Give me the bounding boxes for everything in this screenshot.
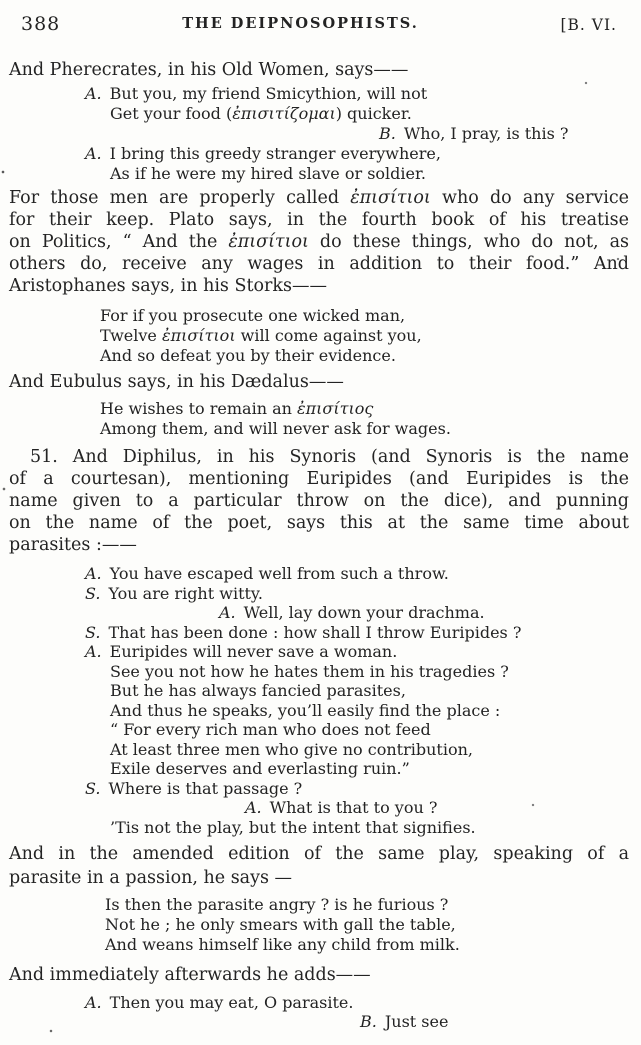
text-segment: Exile deserves and everlasting ruin.” bbox=[110, 759, 410, 778]
prose-block bbox=[9, 446, 629, 556]
text-segment: And Pherecrates, in his Old Women, says—— bbox=[9, 60, 409, 80]
text-body bbox=[9, 59, 629, 1031]
verse-block bbox=[9, 564, 629, 837]
speech-line bbox=[360, 1012, 629, 1031]
text-line bbox=[9, 187, 629, 209]
greek-term: ἐπισίτιοι bbox=[161, 326, 236, 345]
text-segment: That has been done : how shall I throw Euripides ? bbox=[108, 622, 522, 642]
text-segment: For those men are properly called bbox=[9, 188, 351, 208]
text-segment: Then you may eat, O parasite. bbox=[109, 993, 354, 1012]
speech-line bbox=[85, 564, 629, 584]
text-segment: Among them, and will never ask for wages. bbox=[100, 419, 451, 438]
prose-block bbox=[9, 371, 629, 393]
text-segment: And weans himself like any child from milk. bbox=[105, 935, 460, 954]
text-line bbox=[110, 818, 629, 838]
text-line bbox=[9, 843, 629, 867]
text-segment: Is then the parasite angry ? is he furious ? bbox=[105, 895, 449, 914]
text-segment: 51. And Diphilus, in his Synoris (and Synoris is the name bbox=[30, 447, 629, 467]
text-line bbox=[110, 662, 629, 682]
text-segment: for their keep. Plato says, in the fourth book of his treatise bbox=[9, 210, 629, 230]
text-segment: “ For every rich man who does not feed bbox=[110, 720, 431, 739]
text-segment: of a courtesan), mentioning Euripides (and Euripides is the bbox=[9, 469, 629, 489]
text-segment: I bring this greedy stranger everywhere, bbox=[109, 144, 441, 163]
text-segment: Just see bbox=[384, 1012, 449, 1031]
running-title: THE DEIPNOSOPHISTS. bbox=[182, 15, 419, 32]
text-line bbox=[9, 209, 629, 231]
text-line bbox=[110, 740, 629, 760]
text-segment: name given to a particular throw on the dice), and punning bbox=[9, 491, 629, 511]
text-segment: And immediately afterwards he adds—— bbox=[9, 965, 371, 985]
text-segment: do these things, who do not, as bbox=[308, 232, 629, 252]
page-number: 388 bbox=[21, 13, 61, 35]
text-line bbox=[105, 935, 629, 955]
text-segment: on Politics, “ And the bbox=[9, 232, 229, 252]
verse-block bbox=[9, 399, 629, 439]
text-segment: For if you prosecute one wicked man, bbox=[100, 306, 406, 325]
speaker-label: S. bbox=[85, 622, 101, 642]
text-segment: parasite in a passion, he says — bbox=[9, 867, 293, 888]
text-line bbox=[110, 759, 629, 779]
text-segment: See you not how he hates them in his tragedies ? bbox=[110, 661, 509, 681]
text-line bbox=[110, 701, 629, 721]
verse-block bbox=[9, 895, 629, 955]
text-segment: You have escaped well from such a throw. bbox=[109, 564, 449, 583]
text-segment: ’Tis not the play, but the intent that signifies. bbox=[110, 817, 476, 837]
text-line bbox=[100, 419, 629, 439]
text-segment: As if he were my hired slave or soldier. bbox=[110, 164, 426, 183]
speech-line bbox=[85, 623, 629, 643]
text-segment: But you, my friend Smicythion, will not bbox=[109, 84, 428, 103]
speech-line bbox=[85, 779, 629, 799]
text-line bbox=[105, 895, 629, 915]
text-segment: And thus he speaks, you’ll easily find the place : bbox=[110, 700, 501, 720]
speech-line bbox=[219, 603, 629, 623]
text-line bbox=[9, 468, 629, 490]
speaker-label: A. bbox=[85, 84, 102, 103]
text-segment: And in the amended edition of the same play, speaking of a bbox=[9, 844, 629, 864]
book-reference: [B. VI. bbox=[560, 16, 617, 34]
text-line bbox=[100, 326, 629, 346]
text-segment: At least three men who give no contribution, bbox=[110, 739, 473, 759]
text-segment: Well, lay down your drachma. bbox=[243, 603, 485, 622]
speaker-label: A. bbox=[85, 144, 102, 163]
text-segment: ) quicker. bbox=[335, 104, 412, 123]
text-segment: Get your food ( bbox=[110, 104, 233, 123]
verse-block bbox=[9, 84, 629, 184]
greek-term: ἐπισίτιοι bbox=[350, 188, 431, 208]
prose-block bbox=[9, 843, 629, 890]
text-segment: Who, I pray, is this ? bbox=[403, 124, 569, 143]
speech-line bbox=[245, 798, 629, 818]
greek-term: ἐπισιτίζομαι bbox=[232, 104, 336, 123]
speech-line bbox=[85, 84, 629, 104]
text-line bbox=[9, 964, 629, 986]
speaker-label: A. bbox=[219, 603, 236, 622]
speaker-label: A. bbox=[85, 564, 102, 583]
text-line bbox=[110, 164, 629, 184]
speaker-label: S. bbox=[85, 583, 101, 603]
text-line bbox=[9, 59, 629, 81]
text-segment: And so defeat you by their evidence. bbox=[100, 346, 396, 365]
text-line bbox=[9, 253, 629, 275]
speaker-label: A. bbox=[245, 798, 262, 817]
text-line bbox=[9, 275, 629, 297]
prose-block bbox=[9, 187, 629, 297]
text-line bbox=[110, 681, 629, 701]
text-line bbox=[100, 306, 629, 326]
text-line bbox=[9, 231, 629, 253]
text-line bbox=[110, 720, 629, 740]
text-line bbox=[9, 371, 629, 393]
text-segment: others do, receive any wages in addition to their food.” And bbox=[9, 254, 629, 274]
text-segment: on the name of the poet, says this at the same time about bbox=[9, 513, 629, 533]
text-segment: Euripides will never save a woman. bbox=[109, 642, 398, 661]
text-segment: He wishes to remain an bbox=[100, 399, 298, 418]
text-line bbox=[9, 534, 629, 556]
speech-line bbox=[85, 144, 629, 164]
greek-term: ἐπισίτιοι bbox=[228, 232, 309, 252]
text-segment: But he has always fancied parasites, bbox=[110, 681, 406, 700]
verse-block bbox=[9, 993, 629, 1031]
page-header bbox=[0, 0, 641, 37]
verse-block bbox=[9, 306, 629, 366]
text-segment: Aristophanes says, in his Storks—— bbox=[9, 276, 327, 296]
speaker-label: A. bbox=[85, 993, 102, 1012]
text-segment: What is that to you ? bbox=[269, 798, 438, 817]
text-line bbox=[100, 346, 629, 366]
speaker-label: S. bbox=[85, 778, 101, 798]
text-line bbox=[100, 399, 629, 419]
text-segment: Not he ; he only smears with gall the table, bbox=[105, 915, 456, 934]
text-line bbox=[9, 867, 629, 891]
text-line bbox=[9, 446, 629, 468]
text-segment: Twelve bbox=[100, 326, 162, 345]
prose-block bbox=[9, 59, 629, 81]
speaker-label: B. bbox=[360, 1012, 377, 1031]
speech-line bbox=[85, 993, 629, 1012]
text-line bbox=[105, 915, 629, 935]
text-segment: And Eubulus says, in his Dædalus—— bbox=[9, 372, 344, 392]
speech-line bbox=[85, 584, 629, 604]
prose-block bbox=[9, 964, 629, 986]
speaker-label: B. bbox=[379, 124, 396, 143]
text-segment: will come against you, bbox=[235, 326, 422, 345]
greek-term: ἐπισίτιος bbox=[297, 399, 374, 418]
text-segment: parasites :—— bbox=[9, 535, 137, 555]
speaker-label: A. bbox=[85, 642, 102, 661]
speech-line bbox=[85, 642, 629, 662]
text-segment: who do any service bbox=[430, 188, 629, 208]
text-segment: Where is that passage ? bbox=[108, 778, 303, 798]
text-segment: You are right witty. bbox=[108, 583, 263, 603]
speech-line bbox=[379, 124, 629, 144]
text-line bbox=[110, 104, 629, 124]
text-line bbox=[9, 512, 629, 534]
text-line bbox=[9, 490, 629, 512]
